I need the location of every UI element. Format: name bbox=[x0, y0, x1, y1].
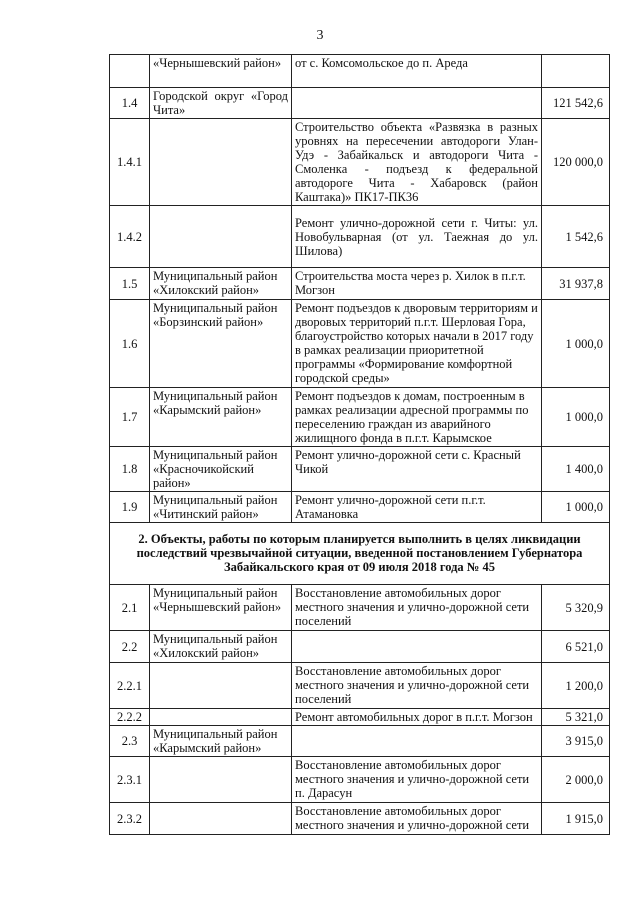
district-cell bbox=[150, 663, 292, 709]
row-number bbox=[110, 55, 150, 88]
description-cell bbox=[292, 726, 542, 757]
amount-cell: 6 521,0 bbox=[542, 631, 610, 663]
section-row bbox=[110, 523, 610, 585]
description-cell: Восстановление автомобильных дорог местного значения и улично-дорожной сети поселений bbox=[292, 585, 542, 631]
district-cell bbox=[150, 757, 292, 803]
description-cell: Строительства моста через р. Хилок в п.г.т. Могзон bbox=[292, 268, 542, 300]
district-cell: Муниципальный район «Хилокский район» bbox=[150, 268, 292, 300]
table-row bbox=[110, 206, 610, 268]
district-cell: Муниципальный район «Карымский район» bbox=[150, 726, 292, 757]
district-cell: «Чернышевский район» bbox=[150, 55, 292, 88]
description-cell: Ремонт улично-дорожной сети с. Красный Чикой bbox=[292, 447, 542, 492]
description-cell bbox=[292, 88, 542, 119]
district-cell bbox=[150, 119, 292, 206]
row-number: 2.1 bbox=[110, 585, 150, 631]
table-row bbox=[110, 757, 610, 803]
row-number: 1.8 bbox=[110, 447, 150, 492]
district-cell: Муниципальный район «Карымский район» bbox=[150, 388, 292, 447]
amount-cell: 1 400,0 bbox=[542, 447, 610, 492]
table-row bbox=[110, 726, 610, 757]
amount-cell: 1 000,0 bbox=[542, 300, 610, 388]
table-row bbox=[110, 585, 610, 631]
row-number: 2.3.2 bbox=[110, 803, 150, 835]
description-cell: Восстановление автомобильных дорог местного значения и улично-дорожной сети bbox=[292, 803, 542, 835]
description-cell: Восстановление автомобильных дорог местного значения и улично-дорожной сети поселений bbox=[292, 663, 542, 709]
row-number: 2.3 bbox=[110, 726, 150, 757]
table-row bbox=[110, 88, 610, 119]
district-cell bbox=[150, 803, 292, 835]
row-number: 2.2 bbox=[110, 631, 150, 663]
description-cell: Восстановление автомобильных дорог местного значения и улично-дорожной сети п. Дарасун bbox=[292, 757, 542, 803]
table-row bbox=[110, 709, 610, 726]
works-table bbox=[109, 54, 610, 835]
description-cell: от с. Комсомольское до п. Ареда bbox=[292, 55, 542, 88]
amount-cell: 31 937,8 bbox=[542, 268, 610, 300]
table-row bbox=[110, 119, 610, 206]
amount-cell: 120 000,0 bbox=[542, 119, 610, 206]
row-number: 2.2.1 bbox=[110, 663, 150, 709]
description-cell: Ремонт улично-дорожной сети г. Читы: ул. Новобульварная (от ул. Таежная до ул. Шилова) bbox=[292, 206, 542, 268]
description-cell: Ремонт улично-дорожной сети п.г.т. Атамановка bbox=[292, 492, 542, 523]
amount-cell: 1 915,0 bbox=[542, 803, 610, 835]
amount-cell: 5 320,9 bbox=[542, 585, 610, 631]
district-cell: Муниципальный район «Хилокский район» bbox=[150, 631, 292, 663]
district-cell bbox=[150, 206, 292, 268]
table-row bbox=[110, 300, 610, 388]
table-row bbox=[110, 663, 610, 709]
amount-cell: 1 000,0 bbox=[542, 492, 610, 523]
district-cell bbox=[150, 709, 292, 726]
table-row bbox=[110, 268, 610, 300]
table-row bbox=[110, 447, 610, 492]
table-row bbox=[110, 388, 610, 447]
district-cell: Муниципальный район «Красночикойский район» bbox=[150, 447, 292, 492]
row-number: 1.4.2 bbox=[110, 206, 150, 268]
row-number: 2.2.2 bbox=[110, 709, 150, 726]
table-row bbox=[110, 55, 610, 88]
district-cell: Городской округ «Город Чита» bbox=[150, 88, 292, 119]
description-cell: Строительство объекта «Развязка в разных уровнях на пересечении автодороги Улан-Удэ - Забайкальск и автодороги Чита - Смоленка - подъезд к федеральной автодороге Чита - Хабаровск (район Каштака)» ПК17-ПК36 bbox=[292, 119, 542, 206]
row-number: 1.4.1 bbox=[110, 119, 150, 206]
row-number: 1.5 bbox=[110, 268, 150, 300]
page-number: 3 bbox=[316, 28, 324, 43]
amount-cell: 1 542,6 bbox=[542, 206, 610, 268]
amount-cell: 2 000,0 bbox=[542, 757, 610, 803]
district-cell: Муниципальный район «Борзинский район» bbox=[150, 300, 292, 388]
amount-cell: 1 200,0 bbox=[542, 663, 610, 709]
amount-cell: 3 915,0 bbox=[542, 726, 610, 757]
description-cell: Ремонт подъездов к домам, построенным в рамках реализации адресной программы по переселению граждан из аварийного жилищного фонда в п.г.т. Карымское bbox=[292, 388, 542, 447]
row-number: 1.6 bbox=[110, 300, 150, 388]
description-cell: Ремонт подъездов к дворовым территориям и дворовых территорий п.г.т. Шерловая Гора, благоустройство которых начали в 2017 году в рамках реализации приоритетной программы «Формирование комфортной городской среды» bbox=[292, 300, 542, 388]
section-heading: 2. Объекты, работы по которым планируется выполнить в целях ликвидации последствий чрезвычайной ситуации, введенной постановлением Губернатора Забайкальского края от 09 июля 2018 года № 45 bbox=[110, 523, 610, 585]
district-cell: Муниципальный район «Читинский район» bbox=[150, 492, 292, 523]
row-number: 1.7 bbox=[110, 388, 150, 447]
row-number: 2.3.1 bbox=[110, 757, 150, 803]
table-row bbox=[110, 492, 610, 523]
amount-cell: 121 542,6 bbox=[542, 88, 610, 119]
description-cell: Ремонт автомобильных дорог в п.г.т. Могзон bbox=[292, 709, 542, 726]
row-number: 1.9 bbox=[110, 492, 150, 523]
district-cell: Муниципальный район «Чернышевский район» bbox=[150, 585, 292, 631]
amount-cell: 5 321,0 bbox=[542, 709, 610, 726]
description-cell bbox=[292, 631, 542, 663]
row-number: 1.4 bbox=[110, 88, 150, 119]
amount-cell bbox=[542, 55, 610, 88]
table-row bbox=[110, 803, 610, 835]
amount-cell: 1 000,0 bbox=[542, 388, 610, 447]
table-row bbox=[110, 631, 610, 663]
